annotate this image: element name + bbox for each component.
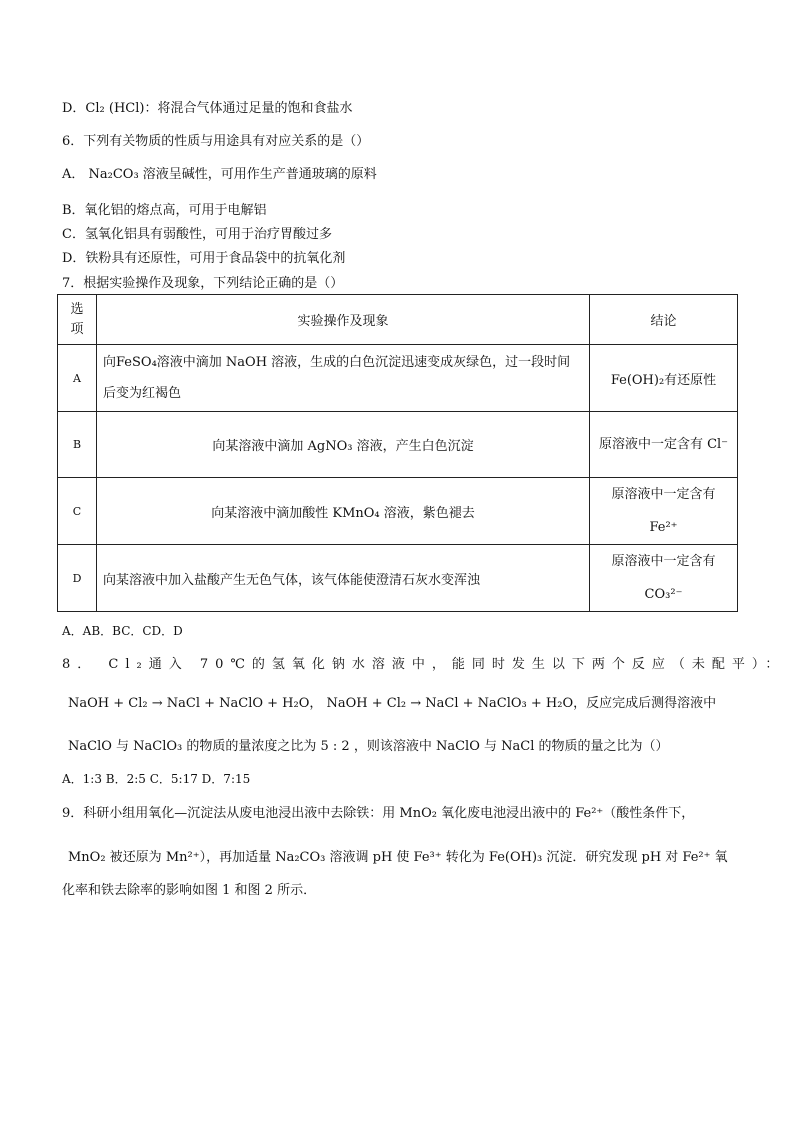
question-8-stem-line-3: NaClO 与 NaClO₃ 的物质的量浓度之比为 5 : 2 ，则该溶液中 NaClO 与 NaCl 的物质的量之比为（） <box>68 739 669 754</box>
question-7-answer-options: A．AB．BC．CD．D <box>62 624 183 638</box>
question-9-stem-line-1: 9．科研小组用氧化—沉淀法从废电池浸出液中去除铁：用 MnO₂ 氧化废电池浸出液中的 Fe²⁺（酸性条件下， <box>62 806 695 821</box>
table-header-row <box>58 295 738 345</box>
row-conclusion: 原溶液中一定含有 CO₃²⁻ <box>590 545 738 612</box>
table-row <box>58 545 738 612</box>
question-7-stem: 7．根据实验操作及现象，下列结论正确的是（） <box>62 276 344 291</box>
question-6-option-b: B．氧化铝的熔点高，可用于电解铝 <box>62 203 267 218</box>
question-9-stem-line-2: MnO₂ 被还原为 Mn²⁺），再加适量 Na₂CO₃ 溶液调 pH 使 Fe³⁺ 转化为 Fe(OH)₃ 沉淀．研究发现 pH 对 Fe²⁺ 氧 <box>68 850 728 865</box>
row-option: D <box>58 545 97 612</box>
question-8-equations: NaOH + Cl₂ → NaCl + NaClO + H₂O， NaOH + Cl₂ → NaCl + NaClO₃ + H₂O，反应完成后测得溶液中 <box>68 696 717 711</box>
option-d-previous-question: D．Cl₂ (HCl)：将混合气体通过足量的饱和食盐水 <box>62 101 353 116</box>
row-option: A <box>58 345 97 412</box>
header-option: 选项 <box>58 295 97 345</box>
row-option: C <box>58 478 97 545</box>
question-8-stem-line-1: 8． Cl₂通入 70℃的氢氧化钠水溶液中，能同时发生以下两个反应（未配平）： <box>62 657 786 672</box>
header-conclusion: 结论 <box>590 295 738 345</box>
row-observation: 向某溶液中滴加 AgNO₃ 溶液，产生白色沉淀 <box>97 412 590 478</box>
header-observation: 实验操作及现象 <box>97 295 590 345</box>
row-observation: 向某溶液中滴加酸性 KMnO₄ 溶液，紫色褪去 <box>97 478 590 545</box>
table-row <box>58 478 738 545</box>
table-row <box>58 412 738 478</box>
question-6-option-d: D．铁粉具有还原性，可用于食品袋中的抗氧化剂 <box>62 251 346 266</box>
row-option: B <box>58 412 97 478</box>
row-observation: 向FeSO₄溶液中滴加 NaOH 溶液，生成的白色沉淀迅速变成灰绿色，过一段时间后变为红褐色 <box>97 345 590 412</box>
question-8-answer-options: A．1:3 B．2:5 C．5:17 D．7:15 <box>62 772 251 786</box>
row-observation: 向某溶液中加入盐酸产生无色气体，该气体能使澄清石灰水变浑浊 <box>97 545 590 612</box>
table-row <box>58 345 738 412</box>
experiment-table <box>57 294 738 612</box>
question-9-stem-line-3: 化率和铁去除率的影响如图 1 和图 2 所示． <box>62 883 317 898</box>
question-6-option-c: C．氢氧化铝具有弱酸性，可用于治疗胃酸过多 <box>62 227 332 242</box>
row-conclusion: 原溶液中一定含有 Fe²⁺ <box>590 478 738 545</box>
row-conclusion: 原溶液中一定含有 Cl⁻ <box>590 412 738 478</box>
question-6-stem: 6．下列有关物质的性质与用途具有对应关系的是（） <box>62 134 370 149</box>
question-6-option-a: A． Na₂CO₃ 溶液呈碱性，可用作生产普通玻璃的原料 <box>62 167 377 182</box>
row-conclusion: Fe(OH)₂有还原性 <box>590 345 738 412</box>
